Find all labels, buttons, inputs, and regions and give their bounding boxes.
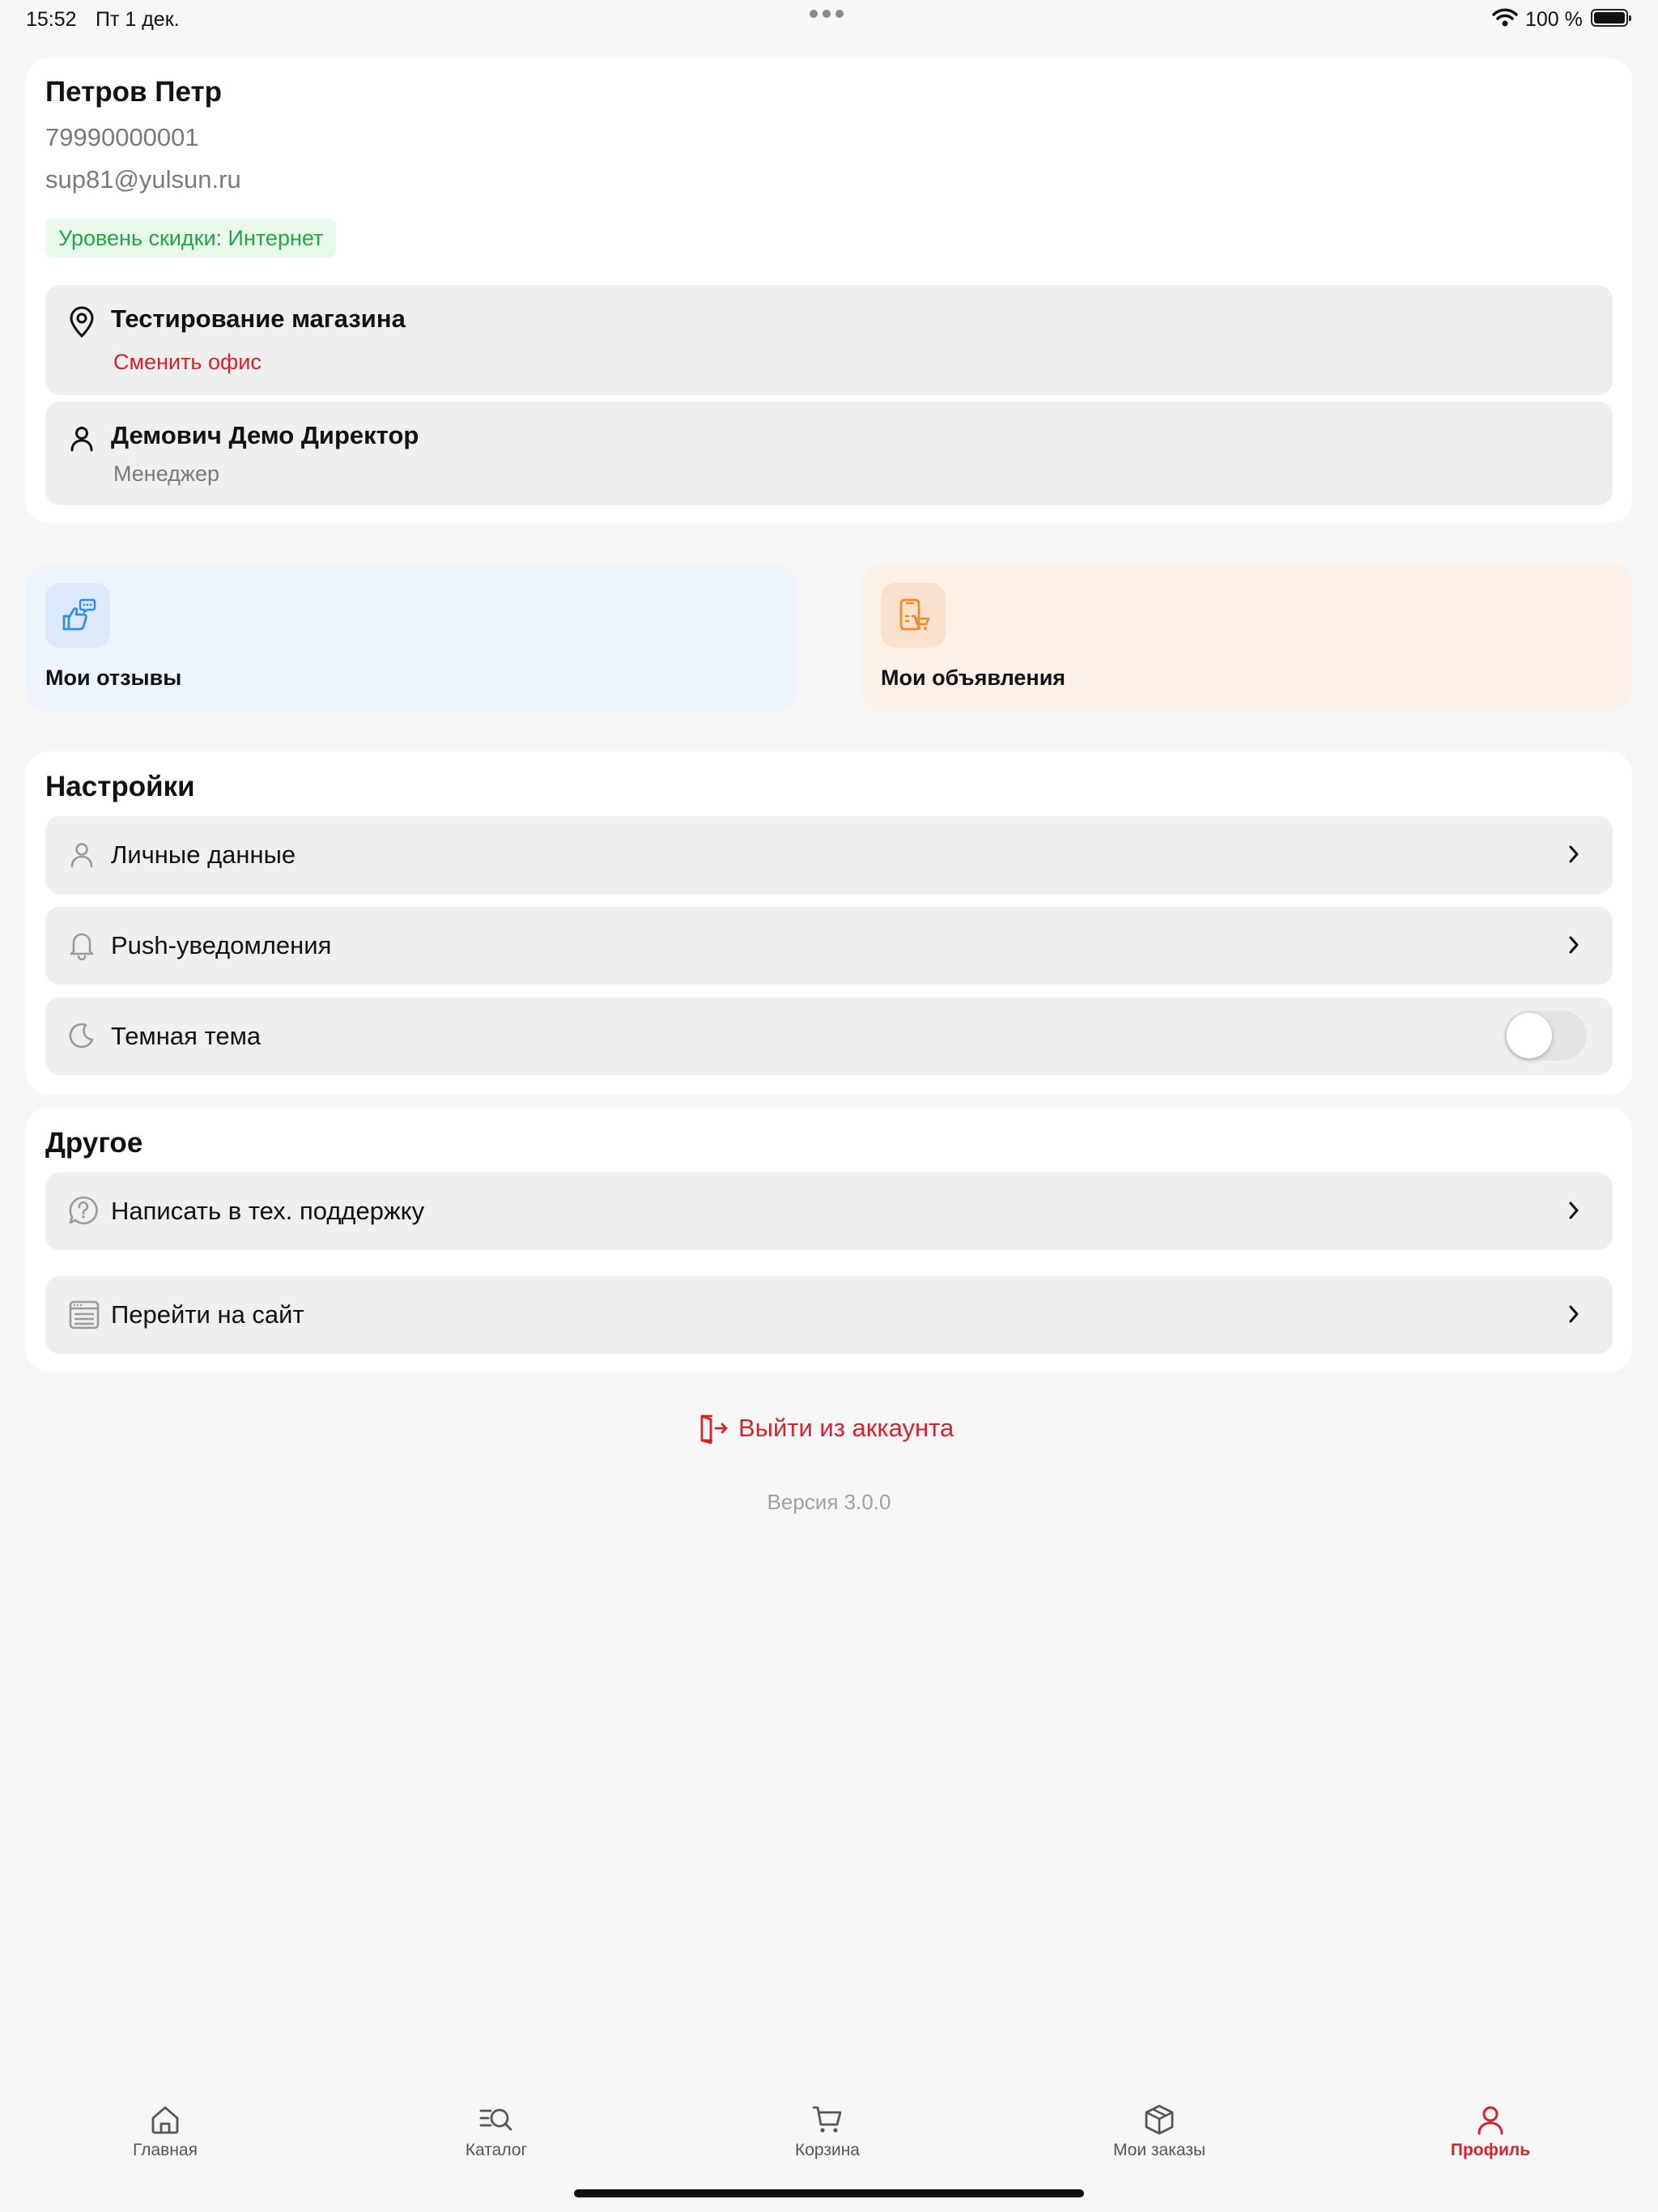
other-card bbox=[26, 1108, 1632, 1372]
tab-home[interactable] bbox=[68, 2099, 262, 2160]
my-ads-label: Мои объявления bbox=[881, 666, 1066, 690]
support-label: Написать в тех. поддержку bbox=[111, 1197, 425, 1225]
multitasking-dots-icon[interactable] bbox=[810, 10, 844, 18]
chevron-right-icon bbox=[1567, 1304, 1580, 1325]
website-label: Перейти на сайт bbox=[111, 1300, 304, 1329]
dark-theme-label: Темная тема bbox=[111, 1022, 261, 1050]
my-reviews-tile[interactable] bbox=[26, 564, 797, 713]
status-date: Пт 1 дек. bbox=[96, 8, 180, 31]
discount-badge: Уровень скидки: Интернет bbox=[45, 219, 336, 257]
tab-cart[interactable] bbox=[730, 2099, 925, 2160]
battery-icon bbox=[1591, 9, 1628, 27]
settings-title: Настройки bbox=[45, 771, 195, 802]
push-notifications-label: Push-уведомления bbox=[111, 931, 332, 959]
thumbs-up-chat-icon bbox=[45, 583, 110, 648]
chevron-right-icon bbox=[1567, 1200, 1580, 1221]
home-icon bbox=[149, 2104, 181, 2136]
personal-data-row[interactable] bbox=[45, 816, 1613, 894]
push-notifications-row[interactable] bbox=[45, 907, 1613, 985]
personal-data-label: Личные данные bbox=[111, 840, 296, 869]
tab-cart-label: Корзина bbox=[795, 2141, 860, 2159]
phone-cart-icon bbox=[881, 583, 946, 648]
moon-icon bbox=[68, 1022, 96, 1049]
dark-theme-row bbox=[45, 998, 1613, 1075]
manager-row bbox=[45, 402, 1613, 505]
app-version: Версия 3.0.0 bbox=[767, 1490, 891, 1514]
logout-icon bbox=[696, 1412, 729, 1444]
status-bar bbox=[0, 0, 1658, 39]
tab-profile[interactable] bbox=[1393, 2099, 1588, 2160]
my-ads-tile[interactable] bbox=[861, 564, 1632, 713]
bell-icon bbox=[68, 929, 96, 960]
my-reviews-label: Мои отзывы bbox=[45, 666, 182, 690]
profile-icon bbox=[1474, 2104, 1507, 2136]
profile-card bbox=[26, 58, 1632, 523]
logout-label: Выйти из аккаунта bbox=[738, 1414, 954, 1442]
battery-percent: 100 % bbox=[1525, 8, 1583, 31]
chevron-right-icon bbox=[1567, 844, 1580, 865]
settings-card bbox=[26, 751, 1632, 1095]
user-icon bbox=[68, 424, 96, 452]
office-title: Тестирование магазина bbox=[111, 304, 406, 333]
user-phone: 79990000001 bbox=[45, 123, 199, 151]
tab-catalog[interactable] bbox=[399, 2099, 593, 2160]
question-chat-icon bbox=[68, 1195, 99, 1226]
tab-home-label: Главная bbox=[133, 2141, 198, 2159]
manager-role: Менеджер bbox=[113, 462, 219, 486]
office-row[interactable] bbox=[45, 285, 1613, 395]
manager-name: Демович Демо Директор bbox=[111, 421, 419, 449]
user-icon bbox=[68, 840, 96, 868]
box-icon bbox=[1143, 2104, 1175, 2136]
tab-profile-label: Профиль bbox=[1450, 2141, 1531, 2159]
cart-icon bbox=[811, 2104, 844, 2136]
status-time: 15:52 bbox=[26, 8, 77, 31]
change-office-link[interactable]: Сменить офис bbox=[113, 350, 261, 374]
tab-orders[interactable] bbox=[1062, 2099, 1256, 2160]
tab-catalog-label: Каталог bbox=[465, 2141, 528, 2159]
wifi-icon bbox=[1492, 8, 1518, 28]
website-row[interactable] bbox=[45, 1276, 1613, 1354]
other-title: Другое bbox=[45, 1127, 143, 1159]
support-row[interactable] bbox=[45, 1172, 1613, 1250]
user-name: Петров Петр bbox=[45, 76, 222, 108]
tab-orders-label: Мои заказы bbox=[1112, 2141, 1206, 2159]
location-pin-icon bbox=[68, 306, 96, 338]
browser-icon bbox=[68, 1299, 100, 1331]
chevron-right-icon bbox=[1567, 934, 1580, 955]
home-indicator[interactable] bbox=[574, 2189, 1084, 2197]
catalog-search-icon bbox=[478, 2104, 514, 2136]
dark-theme-toggle[interactable] bbox=[1504, 1010, 1587, 1061]
user-email: sup81@yulsun.ru bbox=[45, 165, 241, 194]
logout-button[interactable] bbox=[696, 1412, 954, 1444]
tab-bar bbox=[0, 2099, 1658, 2188]
